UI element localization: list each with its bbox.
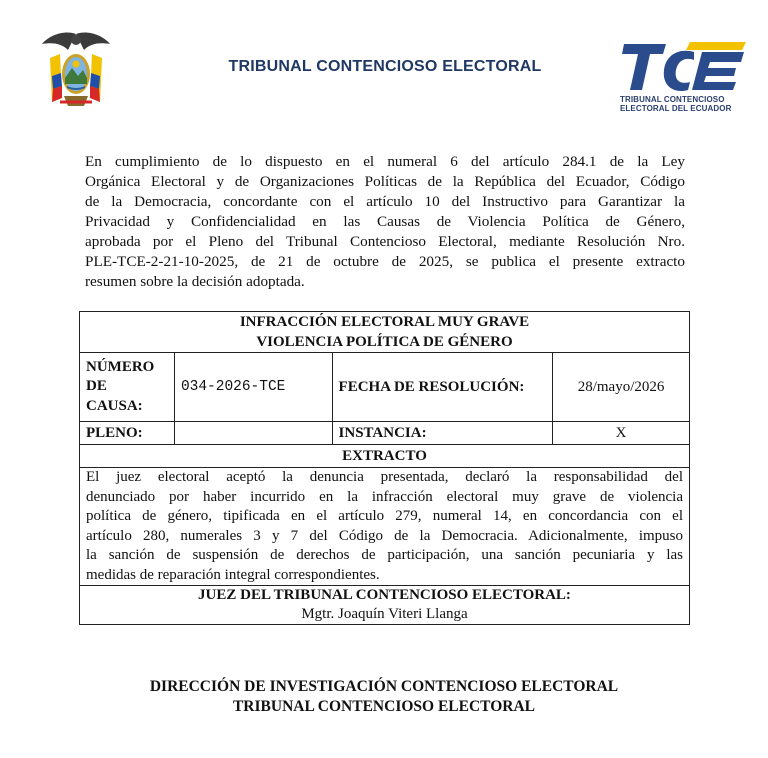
case-number-value: 034-2026-TCE <box>174 353 332 422</box>
document-footer <box>0 677 768 717</box>
resolution-date-value: 28/mayo/2026 <box>553 353 690 422</box>
pleno-label: PLENO: <box>80 422 175 445</box>
tce-logo-subtitle-line: TRIBUNAL CONTENCIOSO <box>620 95 725 104</box>
judge-label: JUEZ DEL TRIBUNAL CONTENCIOSO ELECTORAL: <box>198 587 571 603</box>
tce-logo-subtitle <box>620 95 746 113</box>
intro-line: Privacidad y Confidencialidad en las Causas de Violencia Política de Género, <box>85 213 685 230</box>
intro-line: de la Democracia, concordante con el artículo 10 del Instructivo para Garantizar la <box>85 193 685 210</box>
intro-paragraph <box>85 152 685 292</box>
ecuador-coat-of-arms-icon <box>40 28 112 114</box>
judge-cell <box>80 586 690 625</box>
case-label-line: DE <box>86 378 107 395</box>
violence-type: VIOLENCIA POLÍTICA DE GÉNERO <box>256 334 513 350</box>
extract-line: El juez electoral aceptó la denuncia presentada, declaró la responsabilidad del <box>86 469 683 485</box>
instancia-label: INSTANCIA: <box>332 422 553 445</box>
table-title <box>80 312 690 353</box>
extract-line: denunciado por haber incurrido en la infracción electoral muy grave de violencia <box>86 488 683 505</box>
intro-line: aprobada por el Pleno del Tribunal Contencioso Electoral, mediante Resolución Nro. <box>85 233 685 250</box>
extract-line: la sanción de suspensión de derechos de participación, una sanción pecuniaria y las <box>86 547 683 563</box>
tce-logo-subtitle-line: ELECTORAL DEL ECUADOR <box>620 104 732 113</box>
header-title: TRIBUNAL CONTENCIOSO ELECTORAL <box>228 58 542 75</box>
footer-line-direction: DIRECCIÓN DE INVESTIGACIÓN CONTENCIOSO ELECTORAL <box>149 678 619 695</box>
intro-line: En cumplimiento de lo dispuesto en el numeral 6 del artículo 284.1 de la Ley <box>85 153 685 170</box>
intro-line: resumen sobre la decisión adoptada. <box>85 273 305 290</box>
extract-label: EXTRACTO <box>80 445 690 468</box>
intro-line: Orgánica Electoral y de Organizaciones Políticas de la República del Ecuador, Código <box>85 173 685 190</box>
extract-line: política de género, tipificada en el artículo 279, numeral 14, en concordancia con el <box>86 508 683 524</box>
extract-line: medidas de reparación integral correspondientes. <box>86 566 380 583</box>
resolution-table <box>79 311 690 625</box>
extract-header-row <box>80 445 690 468</box>
footer-line-tribunal: TRIBUNAL CONTENCIOSO ELECTORAL <box>232 698 536 715</box>
document-header <box>0 0 768 130</box>
pleno-value <box>174 422 332 445</box>
instancia-value: X <box>553 422 690 445</box>
case-number-label <box>80 353 175 422</box>
infraction-type: INFRACCIÓN ELECTORAL MUY GRAVE <box>239 314 530 330</box>
extract-text <box>80 468 690 586</box>
judge-name: Mgtr. Joaquín Viteri Llanga <box>301 606 468 622</box>
case-label-line: NÚMERO <box>86 358 155 375</box>
case-row <box>80 353 690 422</box>
case-label-line: CAUSA: <box>86 397 143 414</box>
judge-row <box>80 586 690 625</box>
table-title-row <box>80 312 690 353</box>
extract-line: artículo 280, numerales 3 y 7 del Código de la Democracia. Adicionalmente, impuso <box>86 527 683 544</box>
extract-row <box>80 468 690 586</box>
intro-line: PLE-TCE-2-21-10-2025, de 21 de octubre de 2025, se publica el presente extracto <box>85 253 685 270</box>
resolution-date-label: FECHA DE RESOLUCIÓN: <box>332 353 553 422</box>
pleno-row <box>80 422 690 445</box>
